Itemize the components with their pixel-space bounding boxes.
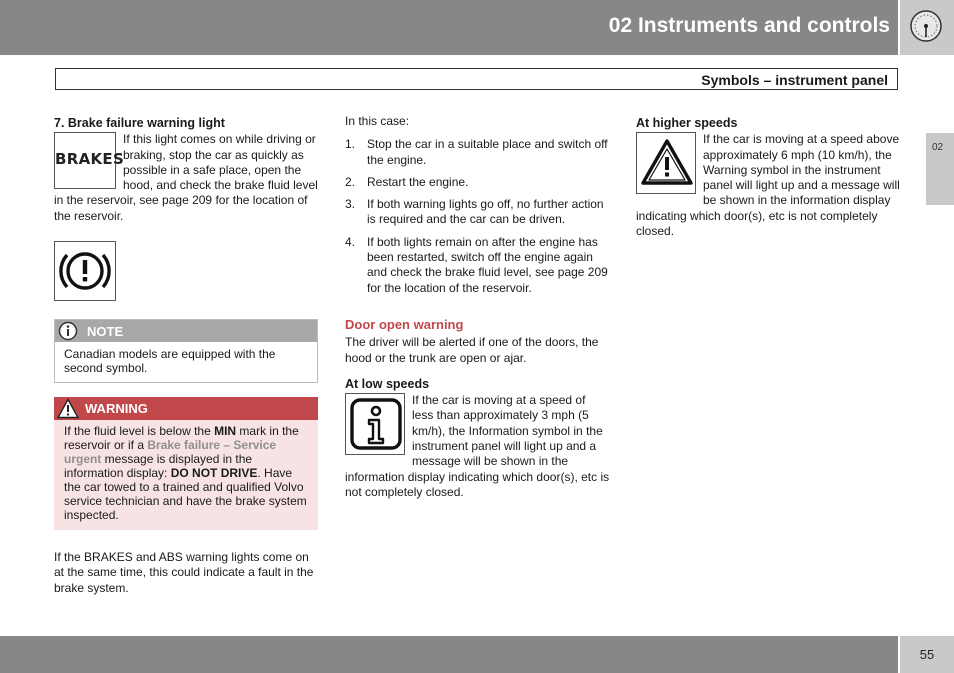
warning-header	[54, 397, 318, 420]
speedometer-icon	[910, 10, 942, 42]
warning-text-part: If the fluid level is below the	[64, 424, 215, 439]
column-2	[345, 114, 610, 500]
brakes-text-symbol	[54, 132, 125, 189]
step-number: 4.	[345, 234, 356, 249]
information-icon	[349, 396, 403, 452]
warning-text-part: message is displayed in the information display:	[64, 452, 253, 481]
page-number-box	[900, 636, 954, 673]
step-text: If both warning lights go off, no further action is required and the car can be driven.	[367, 197, 604, 227]
warning-triangle-icon	[639, 137, 695, 189]
footer-bar	[0, 636, 898, 673]
chapter-title: 02 Instruments and controls	[608, 14, 890, 37]
chapter-icon-box	[900, 0, 954, 55]
brake-paragraph: If this light comes on while driving or braking, stop the car as quickly as possible in a safe place, open the hood, and check the brake fluid level in the reservoir, see page 209 for the location of the reservoir.	[54, 132, 318, 223]
step-number: 2.	[345, 174, 356, 189]
list-item	[345, 175, 610, 190]
note-box	[54, 319, 318, 383]
brake-warning-icon	[58, 246, 112, 296]
step-number: 3.	[345, 197, 356, 212]
note-label: NOTE	[87, 324, 124, 340]
step-text: If both lights remain on after the engine has been restarted, switch off the engine again and check the brake fluid level, see page 209 for the location of the reservoir.	[367, 234, 608, 295]
door-intro: The driver will be alerted if one of the doors, the hood or the trunk are open or ajar.	[345, 335, 599, 365]
min-mark: MIN	[214, 424, 237, 439]
step-number: 1.	[345, 137, 356, 152]
page-number: 55	[919, 647, 935, 662]
chapter-tab[interactable]	[926, 133, 954, 205]
steps-list	[345, 137, 610, 296]
warning-text-part: . Have the car towed to a trained and qualified Volvo service technician and have the brake system inspected.	[64, 466, 307, 523]
high-speeds-heading: At higher speeds	[636, 116, 738, 130]
column-1	[54, 116, 318, 596]
case-intro: In this case:	[345, 114, 410, 128]
do-not-drive: DO NOT DRIVE	[170, 466, 258, 481]
column-3	[636, 116, 901, 239]
warning-symbol	[636, 132, 696, 194]
brake-warning-symbol	[54, 241, 116, 301]
brakes-icon-text: BRAKES	[55, 150, 125, 169]
warning-box	[54, 397, 318, 530]
warning-text-part: mark in the reservoir or if a	[64, 424, 299, 453]
list-item	[345, 137, 610, 168]
warning-text	[54, 420, 318, 530]
step-text: Stop the car in a suitable place and switch off the engine.	[367, 137, 608, 167]
brakes-abs-paragraph: If the BRAKES and ABS warning lights come on at the same time, this could indicate a fault in the brake system.	[54, 550, 314, 595]
chapter-header-bar	[0, 0, 898, 55]
list-item	[345, 197, 610, 228]
info-circle-icon	[58, 321, 78, 341]
brake-heading: 7. Brake failure warning light	[54, 116, 225, 130]
note-text: Canadian models are equipped with the second symbol.	[64, 347, 276, 376]
low-speeds-text: If the car is moving at a speed of less than approximately 3 mph (5 km/h), the Information symbol in the instrument panel will light up and a message will be shown in the information display indicating which door(s), etc is not completely closed.	[345, 393, 610, 499]
note-header	[55, 320, 317, 342]
section-title: Symbols – instrument panel	[701, 72, 888, 88]
low-speeds-heading: At low speeds	[345, 376, 430, 391]
brake-failure-message: Brake failure – Service urgent	[64, 438, 277, 467]
list-item	[345, 235, 610, 296]
door-open-heading: Door open warning	[345, 316, 464, 332]
warning-label: WARNING	[85, 401, 148, 417]
warning-triangle-icon	[57, 398, 79, 419]
section-header	[55, 68, 898, 90]
information-symbol	[345, 393, 405, 455]
high-speeds-text: If the car is moving at a speed above approximately 6 mph (10 km/h), the Warning symbol in the instrument panel will light up and a message will be shown in the information display indicating which door(s), etc is not completely closed.	[636, 132, 900, 239]
step-text: Restart the engine.	[367, 174, 469, 189]
chapter-tab-label: 02	[932, 142, 944, 153]
